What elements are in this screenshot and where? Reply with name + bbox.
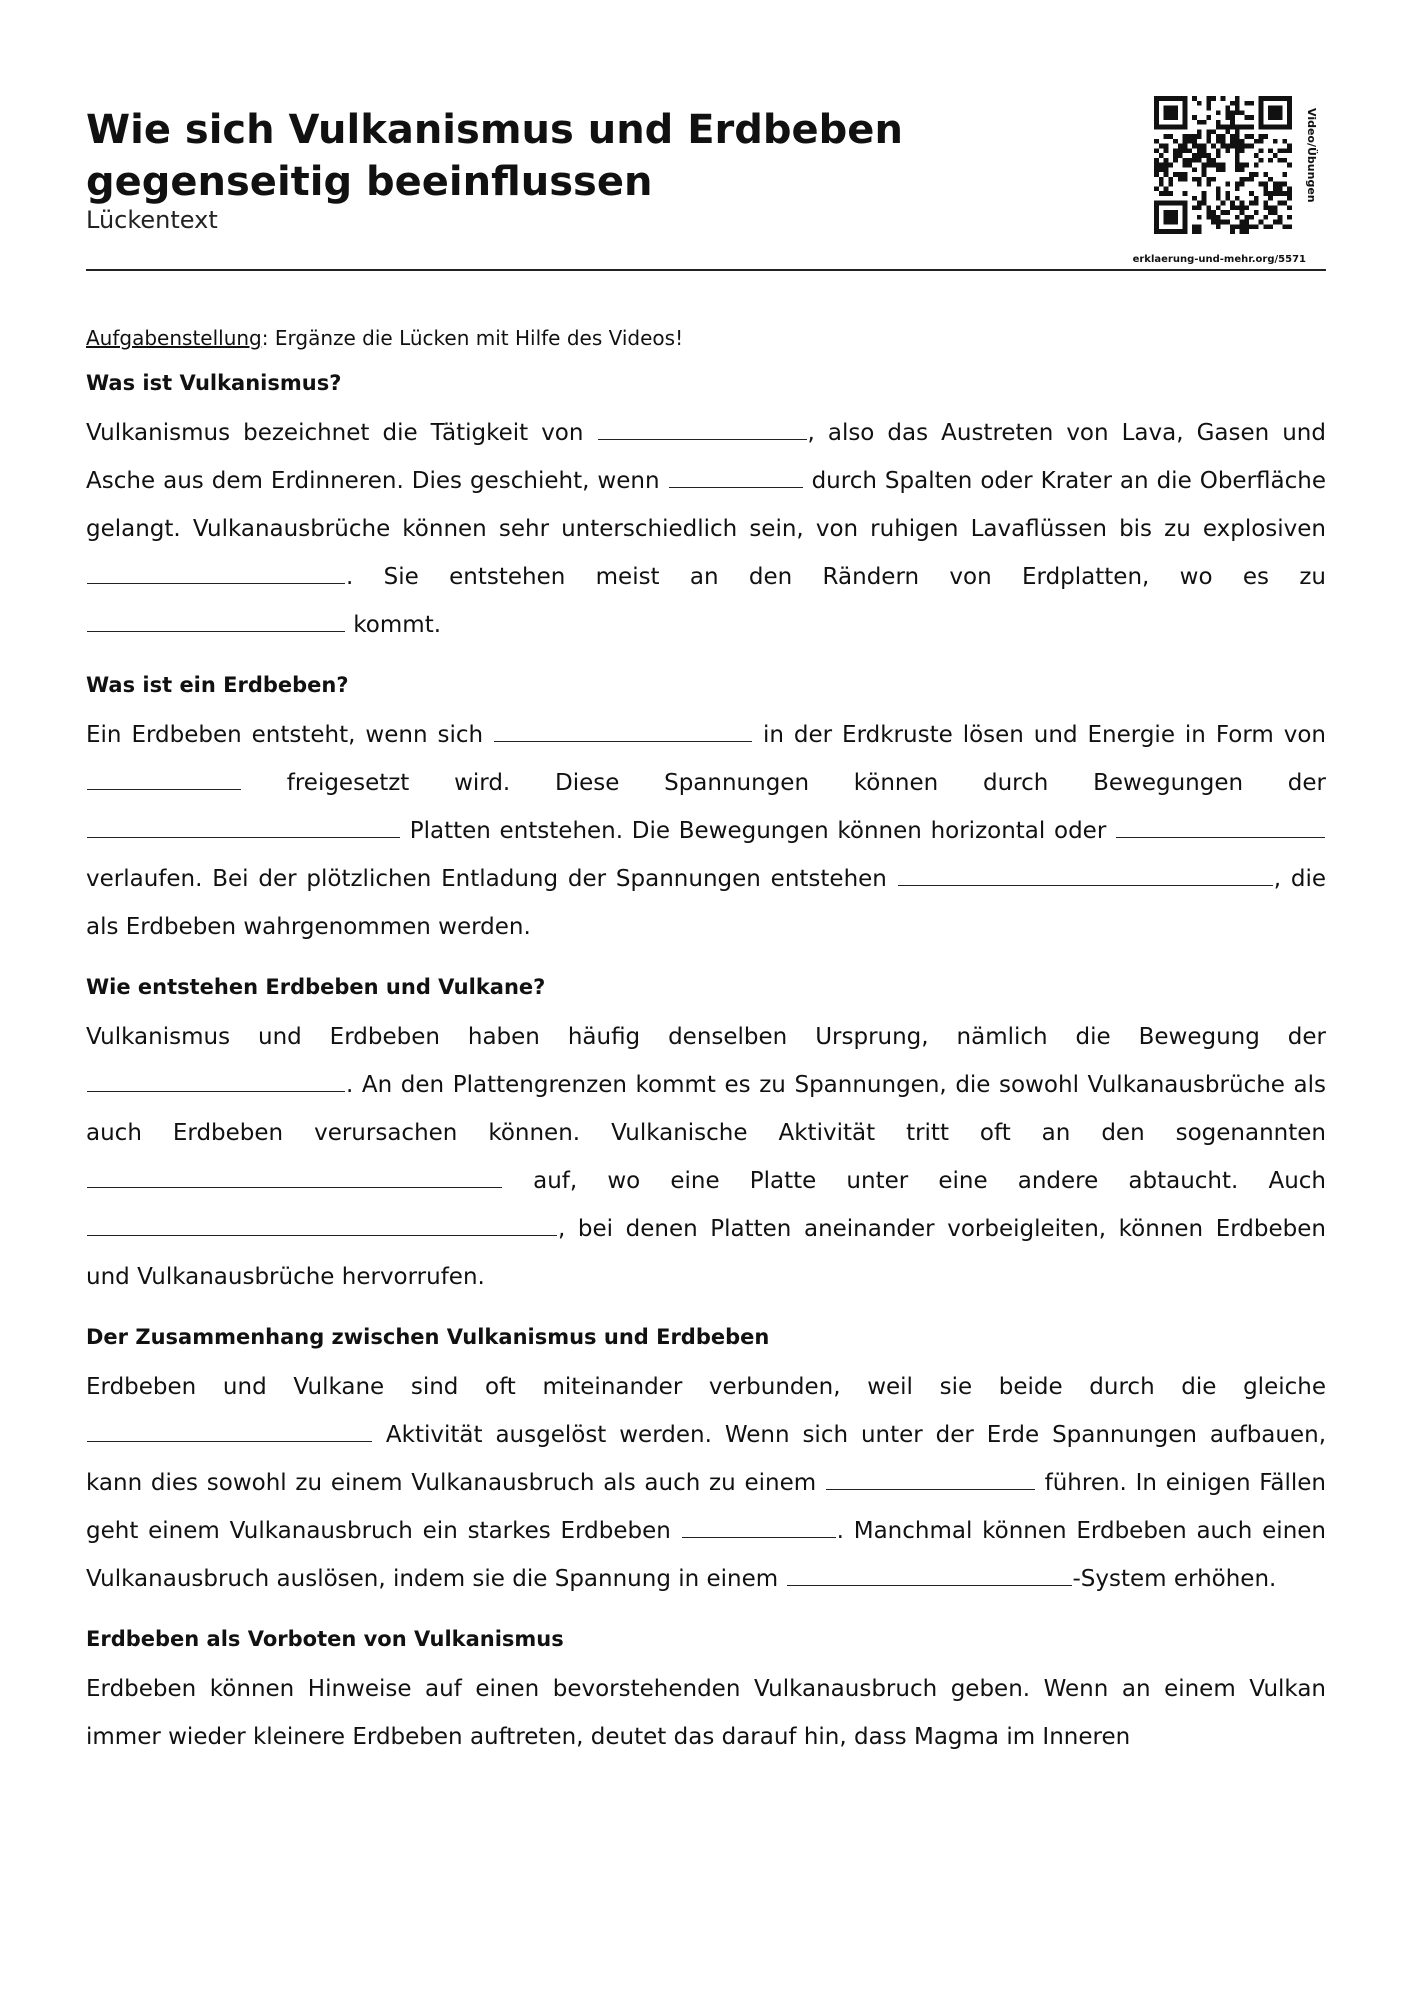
gap-blank[interactable] [1116, 814, 1325, 838]
gap-blank[interactable] [87, 1164, 502, 1188]
gap-blank[interactable] [87, 766, 241, 790]
text-segment: verlaufen. Bei der plötzlichen Entladung der Spannungen entstehen [86, 866, 897, 892]
section-was-ist-vulkanismus [86, 367, 1326, 649]
section-text [86, 1363, 1326, 1603]
gap-blank[interactable] [87, 1212, 557, 1236]
text-segment: Aktivität ausgelöst werden. Wenn sich unter der Erde Spannungen aufbauen, kann dies sowohl zu einem Vulkanausbruch als auch zu einem [86, 1422, 1326, 1496]
text-segment: . Manchmal können Erdbeben auch einen Vulkanausbruch auslösen, indem sie die Spannung in einem [86, 1518, 1326, 1592]
task-label: Aufgabenstellung [86, 326, 262, 350]
gap-blank[interactable] [87, 1068, 345, 1092]
gap-blank[interactable] [669, 464, 803, 488]
gap-blank[interactable] [682, 1514, 836, 1538]
text-segment: in der Erdkruste lösen und Energie in Form von [753, 722, 1326, 748]
text-segment: führen. In einigen Fällen geht einem Vulkanausbruch ein starkes Erdbeben [86, 1470, 1327, 1544]
section-heading: Was ist Vulkanismus? [86, 371, 342, 395]
text-segment: Platten entstehen. Die Bewegungen können horizontal oder [401, 818, 1115, 844]
gap-blank[interactable] [494, 718, 752, 742]
text-segment: Erdbeben und Vulkane sind oft miteinander verbunden, weil sie beide durch die gleiche [86, 1374, 1326, 1400]
page-title: Wie sich Vulkanismus und Erdbeben gegenseitig beeinflussen [86, 107, 903, 205]
text-segment: freigesetzt wird. Diese Spannungen können durch Bewegungen der [242, 770, 1326, 796]
text-segment: , bei denen Platten aneinander vorbeigleiten, können Erdbeben und Vulkanausbrüche hervorrufen. [86, 1216, 1326, 1290]
qr-code-icon[interactable] [1154, 96, 1292, 234]
text-segment: Vulkanismus bezeichnet die Tätigkeit von [86, 420, 597, 446]
section-heading: Der Zusammenhang zwischen Vulkanismus und Erdbeben [86, 1325, 770, 1349]
gap-blank[interactable] [826, 1466, 1035, 1490]
worksheet-header [86, 96, 1326, 272]
section-was-ist-ein-erdbeben [86, 669, 1326, 951]
text-segment: . An den Plattengrenzen kommt es zu Spannungen, die sowohl Vulkanausbrüche als auch Erdbeben verursachen können. Vulkanische Aktivität tritt oft an den sogenannten [86, 1072, 1326, 1146]
text-segment: . Sie entstehen meist an den Rändern von Erdplatten, wo es zu [346, 564, 1326, 590]
header-divider [86, 269, 1326, 271]
text-segment: durch Spalten oder Krater an die Oberfläche gelangt. Vulkanausbrüche können sehr unterschiedlich sein, von ruhigen Lavaflüssen bis zu explosiven [86, 468, 1326, 542]
source-url[interactable]: erklaerung-und-mehr.org/5571 [1132, 254, 1306, 265]
gap-blank[interactable] [87, 1418, 372, 1442]
text-segment: auf, wo eine Platte unter eine andere abtaucht. Auch [503, 1168, 1326, 1194]
text-segment: -System erhöhen. [1072, 1566, 1277, 1592]
worksheet-content [86, 322, 1326, 1781]
gap-blank[interactable] [598, 416, 807, 440]
section-zusammenhang [86, 1321, 1326, 1603]
section-text [86, 1665, 1326, 1761]
page-subtitle: Lückentext [86, 206, 218, 234]
text-segment: Ein Erdbeben entsteht, wenn sich [86, 722, 494, 748]
section-wie-entstehen-erdbeben-und-vulkane [86, 971, 1326, 1301]
section-text [86, 409, 1326, 649]
gap-blank[interactable] [87, 560, 345, 584]
gap-blank[interactable] [787, 1562, 1072, 1586]
section-text [86, 711, 1326, 951]
gap-blank[interactable] [87, 814, 400, 838]
text-segment: , die als Erdbeben wahrgenommen werden. [86, 866, 1326, 940]
text-segment: kommt. [346, 612, 442, 638]
task-text: : Ergänze die Lücken mit Hilfe des Videos! [261, 326, 684, 350]
qr-label: Video/Übungen [1305, 108, 1318, 203]
text-segment: Erdbeben können Hinweise auf einen bevorstehenden Vulkanausbruch geben. Wenn an einem Vulkan immer wieder kleinere Erdbeben auftreten, deutet das darauf hin, dass Magma im Inneren [86, 1676, 1326, 1750]
section-vorboten [86, 1623, 1326, 1761]
section-heading: Was ist ein Erdbeben? [86, 673, 349, 697]
worksheet-page [86, 0, 1326, 2000]
gap-blank[interactable] [898, 862, 1273, 886]
gap-blank[interactable] [87, 608, 345, 632]
task-instruction [86, 322, 1326, 354]
section-text [86, 1013, 1326, 1301]
text-segment: , also das Austreten von Lava, Gasen und Asche aus dem Erdinneren. Dies geschieht, wenn [86, 420, 1326, 494]
text-segment: Vulkanismus und Erdbeben haben häufig denselben Ursprung, nämlich die Bewegung der [86, 1024, 1326, 1050]
section-heading: Erdbeben als Vorboten von Vulkanismus [86, 1627, 564, 1651]
section-heading: Wie entstehen Erdbeben und Vulkane? [86, 975, 546, 999]
